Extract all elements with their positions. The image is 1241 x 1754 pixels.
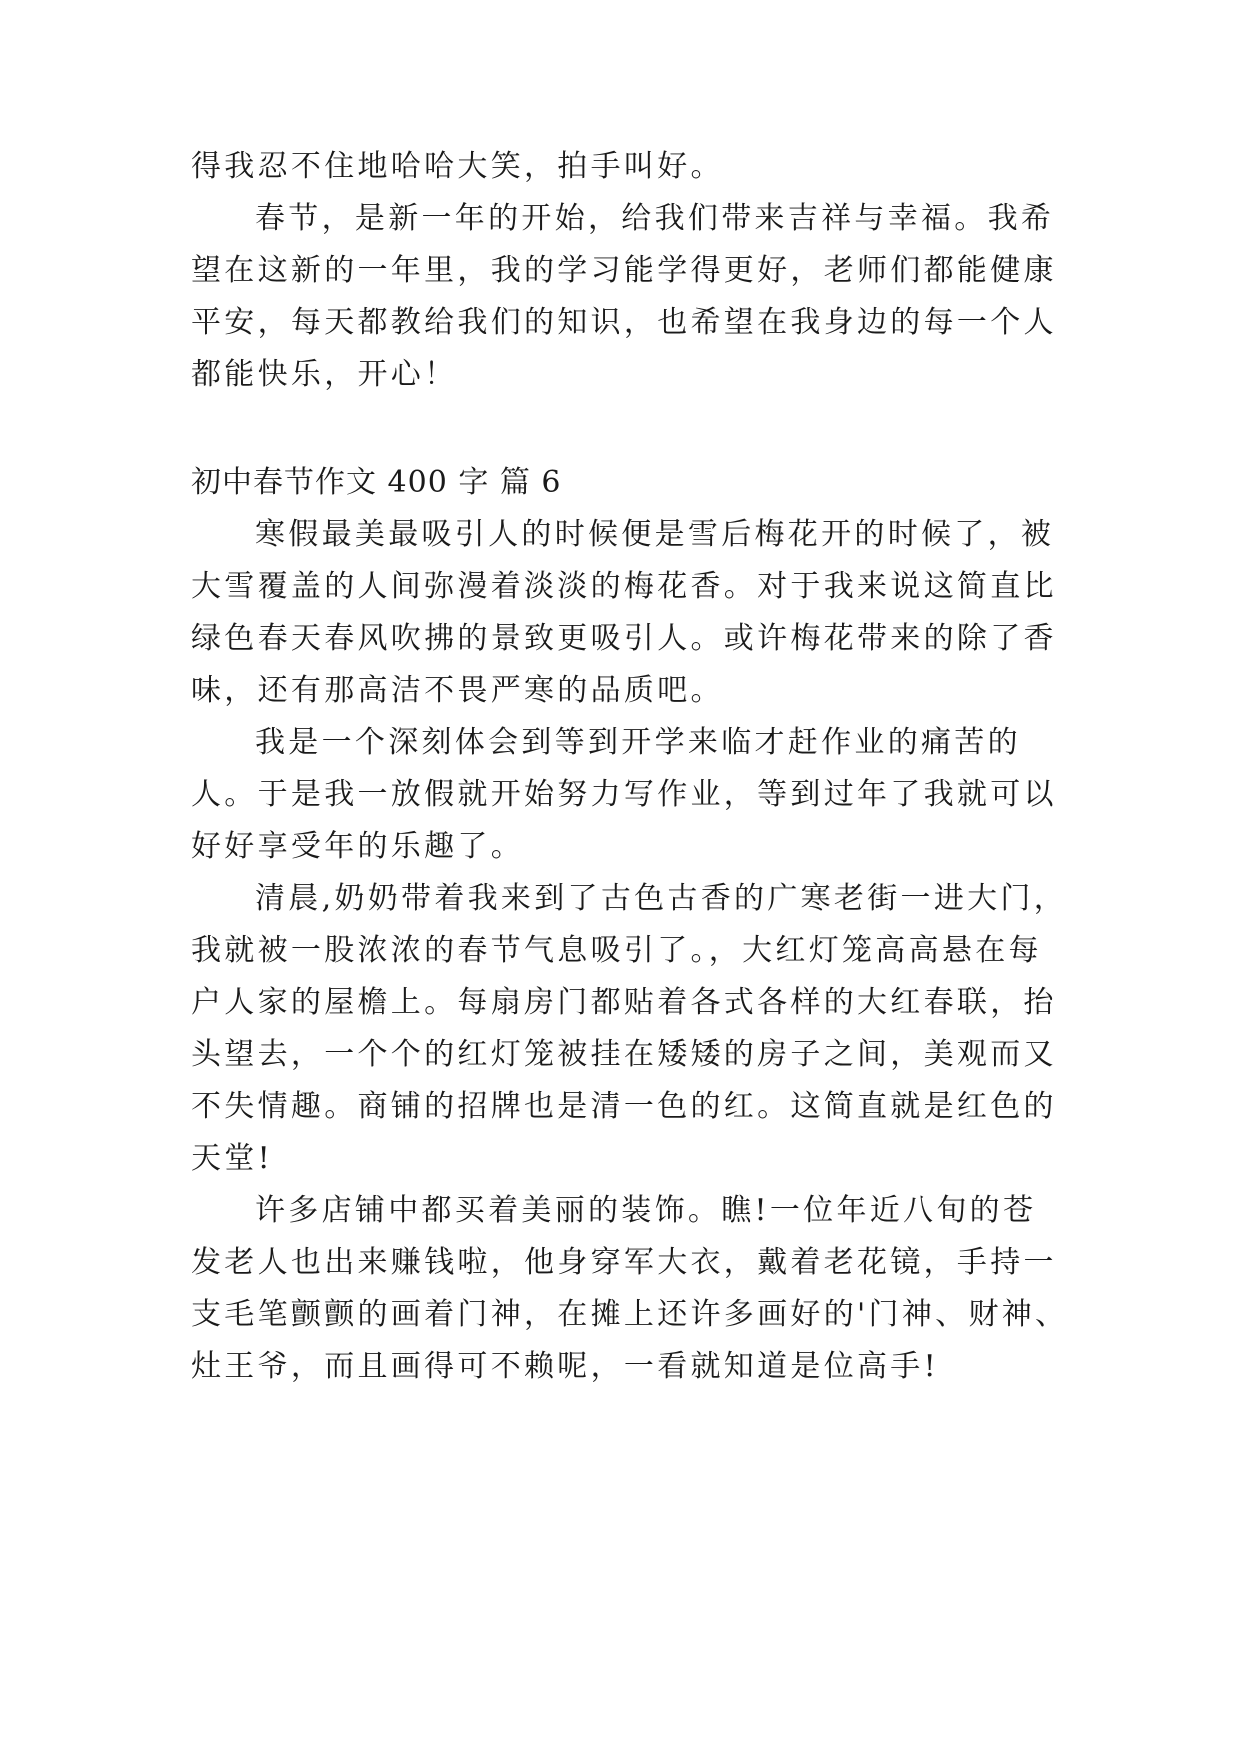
text-line: 灶王爷，而且画得可不赖呢，一看就知道是位高手! bbox=[191, 1349, 939, 1384]
text-line: 许多店铺中都买着美丽的装饰。瞧!一位年近八旬的苍 bbox=[255, 1193, 1037, 1228]
text-line: 我就被一股浓浓的春节气息吸引了。，大红灯笼高高悬在每 bbox=[191, 933, 1042, 968]
text-line: 发老人也出来赚钱啦，他身穿军大衣，戴着老花镜，手持一 bbox=[191, 1245, 1057, 1280]
text-line: 头望去，一个个的红灯笼被挂在矮矮的房子之间，美观而又 bbox=[191, 1037, 1057, 1072]
text-line: 寒假最美最吸引人的时候便是雪后梅花开的时候了，被 bbox=[255, 517, 1055, 552]
text-line: 不失情趣。商铺的招牌也是清一色的红。这简直就是红色的 bbox=[191, 1089, 1057, 1124]
text-line: 人。于是我一放假就开始努力写作业，等到过年了我就可以 bbox=[191, 777, 1057, 812]
text-line: 望在这新的一年里，我的学习能学得更好，老师们都能健康 bbox=[191, 253, 1057, 288]
text-line: 户人家的屋檐上。每扇房门都贴着各式各样的大红春联，抬 bbox=[191, 985, 1057, 1020]
section-title: 初中春节作文 400 字 篇 6 bbox=[191, 465, 562, 500]
text-line: 平安，每天都教给我们的知识，也希望在我身边的每一个人 bbox=[191, 305, 1057, 340]
text-line: 我是一个深刻体会到等到开学来临才赶作业的痛苦的 bbox=[255, 725, 1021, 760]
text-line: 都能快乐，开心！ bbox=[191, 357, 458, 392]
text-line: 绿色春天春风吹拂的景致更吸引人。或许梅花带来的除了香 bbox=[191, 621, 1057, 656]
text-line: 好好享受年的乐趣了。 bbox=[191, 829, 524, 864]
text-line: 支毛笔颤颤的画着门神，在摊上还许多画好的'门神、财神、 bbox=[191, 1297, 1069, 1332]
text-line: 春节，是新一年的开始，给我们带来吉祥与幸福。我希 bbox=[255, 201, 1055, 236]
text-line: 大雪覆盖的人间弥漫着淡淡的梅花香。对于我来说这简直比 bbox=[191, 569, 1057, 604]
text-line: 得我忍不住地哈哈大笑，拍手叫好。 bbox=[191, 149, 724, 184]
text-line: 天堂! bbox=[191, 1141, 273, 1176]
text-line: 味，还有那高洁不畏严寒的品质吧。 bbox=[191, 673, 724, 708]
text-line: 清晨,奶奶带着我来到了古色古香的广寒老街一进大门， bbox=[255, 881, 1068, 916]
